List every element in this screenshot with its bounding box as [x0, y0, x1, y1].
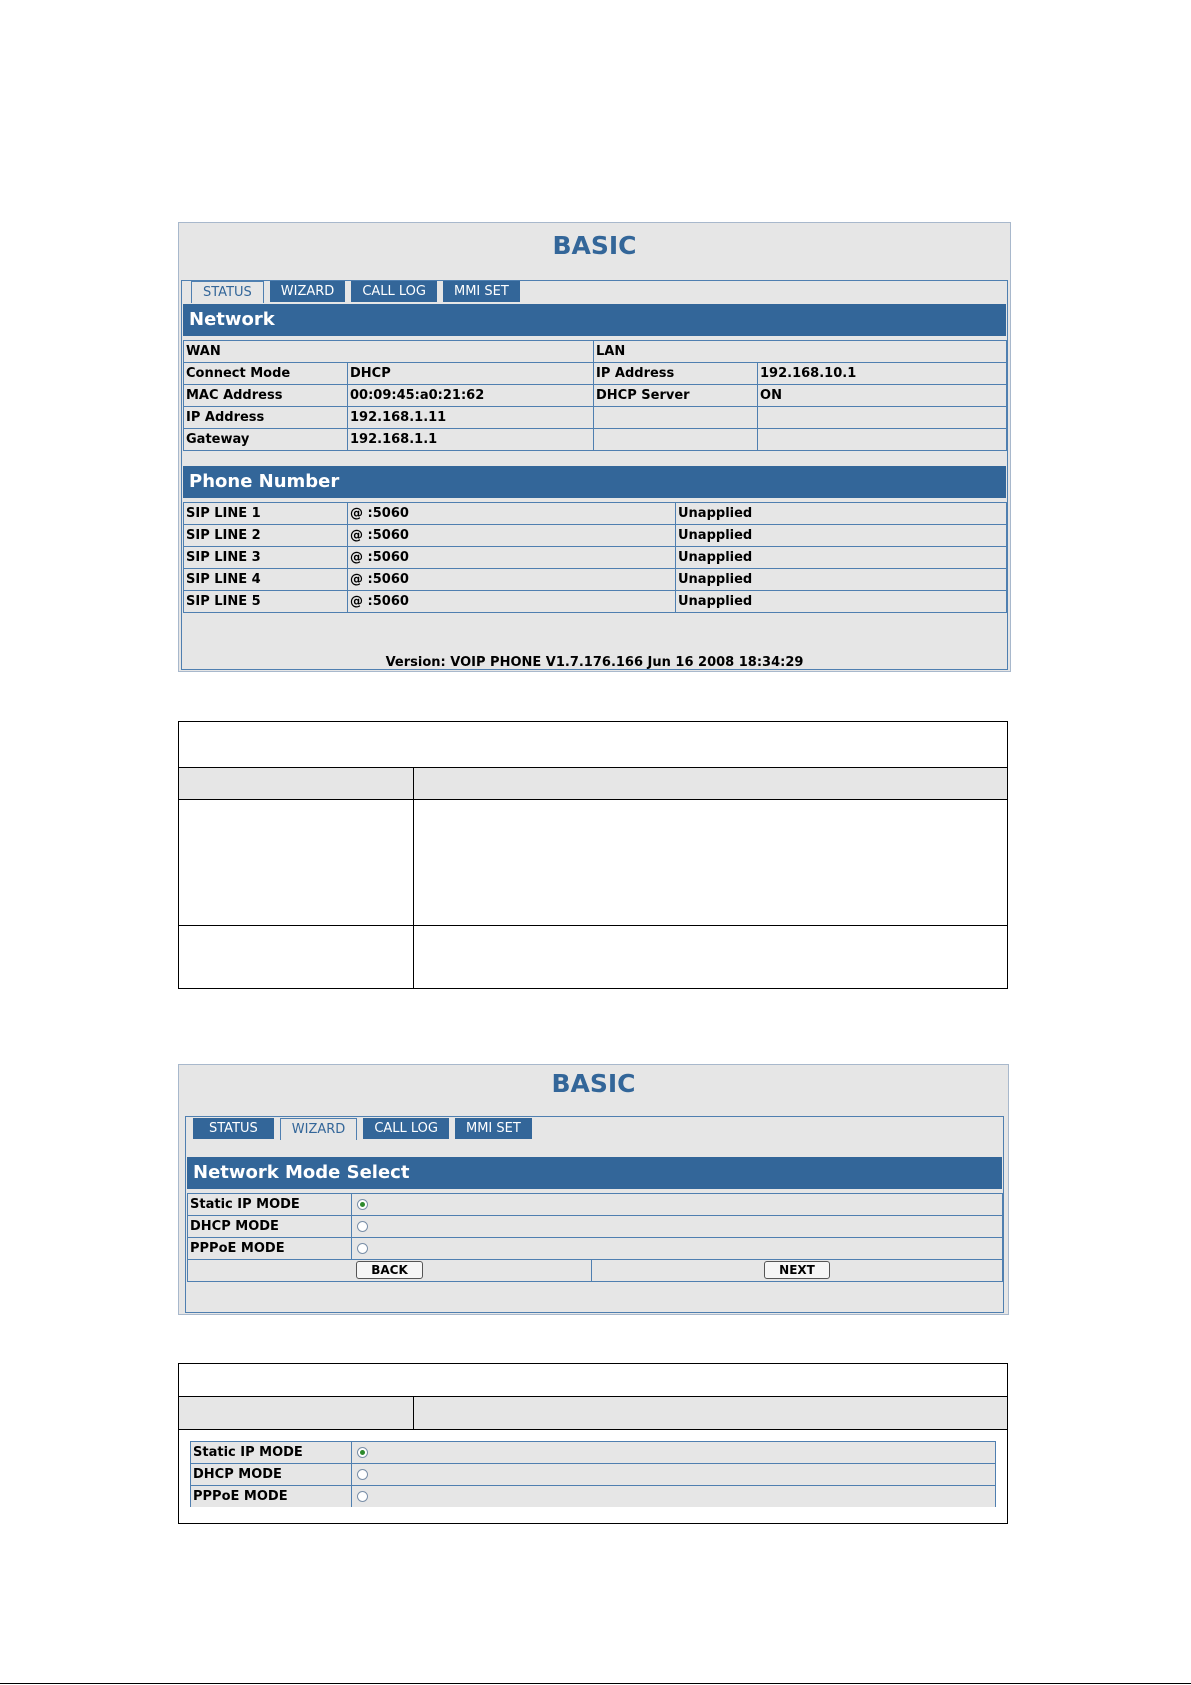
field-value: 192.168.1.11	[348, 407, 594, 429]
mode-label: DHCP MODE	[191, 1464, 352, 1486]
tab-wizard[interactable]: WIZARD	[270, 281, 346, 302]
field-value: ON	[758, 385, 1007, 407]
dhcp-radio[interactable]	[357, 1221, 368, 1232]
mode-option-cell	[352, 1464, 996, 1486]
version-text: Version: VOIP PHONE V1.7.176.166 Jun 16 2008 18:34:29	[385, 655, 804, 670]
tab-bar	[193, 1118, 532, 1140]
page-footer-line	[0, 1683, 1191, 1684]
document-table-1	[178, 721, 1008, 989]
table-row	[184, 547, 1007, 569]
phone-number-table	[183, 502, 1007, 613]
sip-line-address: @ :5060	[348, 547, 676, 569]
back-button[interactable]: BACK	[356, 1261, 423, 1279]
table-row	[184, 569, 1007, 591]
field-value	[758, 407, 1007, 429]
tab-call-log[interactable]: CALL LOG	[363, 1118, 449, 1139]
sip-line-label: SIP LINE 2	[184, 525, 348, 547]
tab-wizard[interactable]: WIZARD	[280, 1118, 358, 1140]
field-label: MAC Address	[184, 385, 348, 407]
tab-mmi-set[interactable]: MMI SET	[443, 281, 520, 302]
wan-label: WAN	[184, 341, 594, 363]
field-value: 00:09:45:a0:21:62	[348, 385, 594, 407]
table-row	[188, 1216, 1003, 1238]
status-panel	[178, 222, 1011, 672]
table-row	[191, 1486, 996, 1508]
field-label: DHCP Server	[594, 385, 758, 407]
field-value: 192.168.1.1	[348, 429, 594, 451]
next-cell	[592, 1260, 1003, 1282]
mode-option-cell	[352, 1194, 1003, 1216]
table-row	[184, 525, 1007, 547]
mode-option-cell	[352, 1216, 1003, 1238]
pppoe-radio[interactable]	[357, 1491, 368, 1502]
field-value: DHCP	[348, 363, 594, 385]
sip-line-status: Unapplied	[676, 503, 1007, 525]
button-row	[188, 1260, 1003, 1282]
column-divider	[413, 767, 414, 988]
network-mode-heading: Network Mode Select	[187, 1157, 1002, 1189]
sip-line-label: SIP LINE 5	[184, 591, 348, 613]
tab-bar	[191, 281, 520, 303]
sip-line-address: @ :5060	[348, 591, 676, 613]
mode-label: Static IP MODE	[188, 1194, 352, 1216]
document-table-2	[178, 1363, 1008, 1524]
table-row	[191, 1442, 996, 1464]
field-label: IP Address	[184, 407, 348, 429]
field-label	[594, 429, 758, 451]
tab-status[interactable]: STATUS	[193, 1118, 274, 1139]
table-row	[184, 363, 1007, 385]
network-heading: Network	[183, 304, 1006, 336]
sip-line-address: @ :5060	[348, 503, 676, 525]
dhcp-radio[interactable]	[357, 1469, 368, 1480]
field-value: 192.168.10.1	[758, 363, 1007, 385]
sip-line-label: SIP LINE 1	[184, 503, 348, 525]
sip-line-address: @ :5060	[348, 525, 676, 547]
network-table	[183, 340, 1007, 451]
table-header-row	[179, 1396, 1007, 1430]
tab-mmi-set[interactable]: MMI SET	[455, 1118, 532, 1139]
table-row	[188, 1194, 1003, 1216]
table-row	[184, 407, 1007, 429]
lan-label: LAN	[594, 341, 1007, 363]
mode-option-cell	[352, 1238, 1003, 1260]
sip-line-label: SIP LINE 4	[184, 569, 348, 591]
sip-line-status: Unapplied	[676, 569, 1007, 591]
phone-number-heading: Phone Number	[183, 466, 1006, 498]
tab-call-log[interactable]: CALL LOG	[351, 281, 437, 302]
table-row	[184, 503, 1007, 525]
wizard-panel	[178, 1064, 1009, 1315]
sip-line-address: @ :5060	[348, 569, 676, 591]
sip-line-label: SIP LINE 3	[184, 547, 348, 569]
page-title: BASIC	[552, 231, 637, 260]
sip-line-status: Unapplied	[676, 547, 1007, 569]
network-mode-crop-table	[190, 1441, 996, 1507]
column-divider	[413, 1396, 414, 1430]
mode-label: PPPoE MODE	[191, 1486, 352, 1508]
mode-label: DHCP MODE	[188, 1216, 352, 1238]
mode-option-cell	[352, 1442, 996, 1464]
page-title: BASIC	[551, 1069, 636, 1098]
sip-line-status: Unapplied	[676, 591, 1007, 613]
static-ip-radio[interactable]	[357, 1447, 368, 1458]
table-row	[184, 385, 1007, 407]
next-button[interactable]: NEXT	[764, 1261, 830, 1279]
row-divider	[179, 925, 1007, 926]
network-mode-table	[187, 1193, 1003, 1282]
pppoe-radio[interactable]	[357, 1243, 368, 1254]
table-row	[188, 1238, 1003, 1260]
tab-status[interactable]: STATUS	[191, 281, 264, 303]
table-header-row	[179, 767, 1007, 800]
back-cell	[188, 1260, 592, 1282]
table-row	[184, 429, 1007, 451]
table-row	[191, 1464, 996, 1486]
mode-option-cell	[352, 1486, 996, 1508]
field-label: Connect Mode	[184, 363, 348, 385]
mode-label: Static IP MODE	[191, 1442, 352, 1464]
field-label: Gateway	[184, 429, 348, 451]
mode-label: PPPoE MODE	[188, 1238, 352, 1260]
field-label: IP Address	[594, 363, 758, 385]
sip-line-status: Unapplied	[676, 525, 1007, 547]
table-row	[184, 591, 1007, 613]
field-value	[758, 429, 1007, 451]
field-label	[594, 407, 758, 429]
static-ip-radio[interactable]	[357, 1199, 368, 1210]
